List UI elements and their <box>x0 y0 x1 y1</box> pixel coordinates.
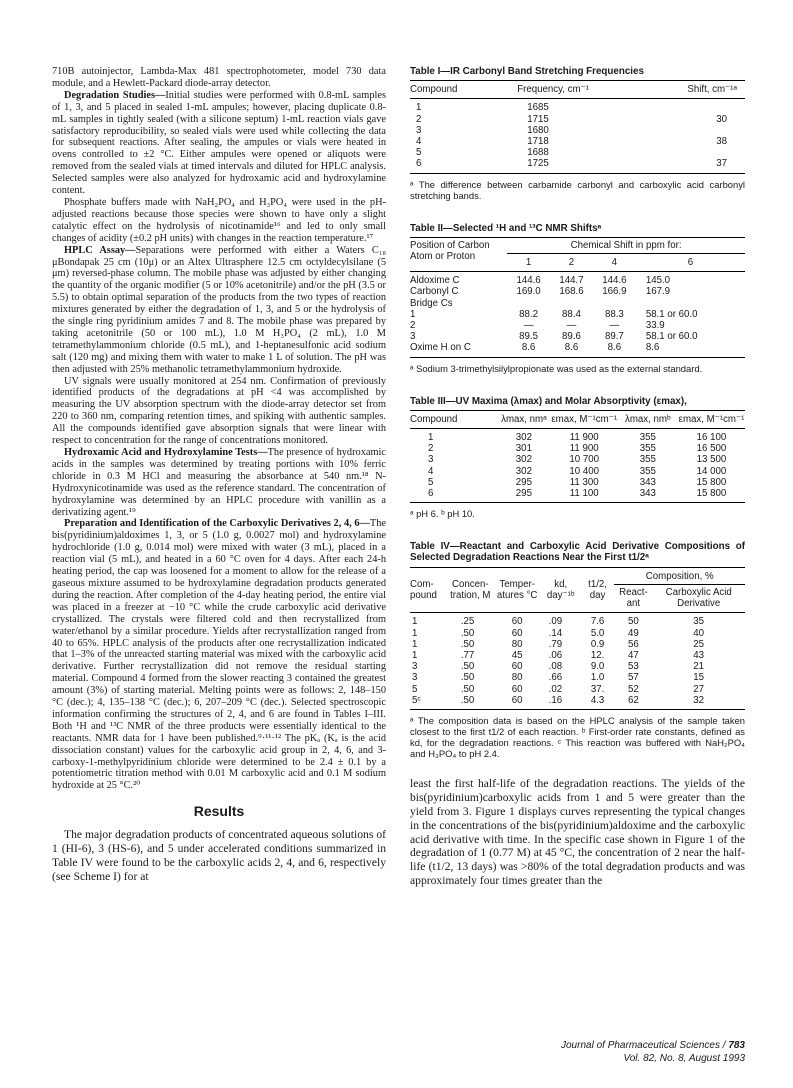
table-4-row-cell: .09 <box>548 616 563 628</box>
table-4-row-cell: 0.9 <box>590 638 605 650</box>
table-4-row-cell: 80 <box>511 638 523 650</box>
table-3-row-cell: 295 <box>497 488 551 503</box>
table-2-row-cell: 167.9 <box>645 286 671 298</box>
table-4-row-cell: 27 <box>693 683 705 695</box>
table-3-row-cell: 302 <box>515 432 532 444</box>
table-3-row-cell: 355 <box>639 454 656 466</box>
table-2-row-cell: 89.6 <box>562 331 581 343</box>
table-2-row-cell: 3 <box>410 331 416 343</box>
table-2-header-span: Chemical Shift in ppm for: <box>507 238 745 254</box>
table-3-row-cell: 16 100 <box>696 432 727 444</box>
paragraph-uv: UV signals were usually monitored at 254 nm. Confirmation of previously identified products of the degradations at pH <4 was accomplished by measuring the UV absorption spectrum with the diode-array detector set from 220 to 360 nm, comparing retention times, and spiking with authentic samples. All the compounds identified gave absorption signals that were linear with respect to concentration for the range of concentrations monitored. <box>52 375 386 447</box>
table-4-row-cell: .08 <box>548 661 563 673</box>
table-4-body <box>410 613 745 710</box>
table-1-row-cell: 1 <box>416 102 422 114</box>
table-2-row-cell: 145.0 <box>645 275 671 287</box>
table-1-row-cell: 6 <box>410 158 517 173</box>
table-4-row-cell: .16 <box>541 695 581 710</box>
table-1-row-cell: 1685 <box>527 102 549 114</box>
table-3-row-cell: 11 100 <box>551 488 618 503</box>
table-4-row <box>410 684 745 695</box>
table-2-row-cell <box>636 298 745 309</box>
table-3-row-cell: 302 <box>515 454 532 466</box>
table-2-row-cell: Aldoxime C <box>410 275 460 287</box>
table-2-row-cell: 88.2 <box>519 308 539 320</box>
table-1-grid <box>410 81 745 173</box>
table-4-row-cell: 1 <box>412 616 418 628</box>
paragraph-results: The major degradation products of concentrated aqueous solutions of 1 (HI-6), 3 (HS-6), and 5 under accelerated conditions summarized in Table IV were found to be the carboxylic acids 2, 4, and 6, respectively (see Scheme I) for at <box>52 828 386 883</box>
table-3-row-cell: 2 <box>428 443 434 455</box>
table-4-row-cell: 32 <box>652 695 745 710</box>
table-1-row-cell: 30 <box>716 113 727 125</box>
table-3-header: εmax, M⁻¹cm⁻¹ <box>551 411 618 429</box>
degradation-text: Initial studies were performed with 0.8-mL samples of 1, 3, and 5 placed in sealed 1-mL ampules; however, placing duplicate 0.8-mL samples in tightly sealed (with a silicone septum) 1-mL reaction vials gave satisfactory reproducibility, so sealed vials were used while collecting the data for subsequent reactions. After sealing, the ampules or vials were heated in ovens controlled to ±2 °C. Either ampules were opened or aliquots were removed from the sealed vials at timed intervals and diluted for HPLC analysis. Selected samples were also analyzed for hydroxamic acid and hydroxylamine content. <box>52 89 386 197</box>
journal-volume: Vol. 82, No. 8, August 1993 <box>623 1052 745 1064</box>
table-3-row-cell: 11 300 <box>569 476 599 488</box>
table-2-row-cell: 58.1 or 60.0 <box>645 308 698 320</box>
table-1-row-cell: 2 <box>416 113 422 125</box>
table-3-title: Table III—UV Maxima (λmax) and Molar Absorptivity (εmax), <box>410 396 745 411</box>
table-4-row-cell: 45 <box>511 649 523 661</box>
table-4-row-cell: 25 <box>693 638 705 650</box>
table-1-row <box>410 114 745 125</box>
table-2-row <box>410 298 745 309</box>
paragraph-preparation <box>52 518 386 792</box>
table-4-row-cell: .50 <box>460 672 475 684</box>
table-2-row-cell: 169.0 <box>516 286 541 298</box>
table-2-row-cell <box>593 298 636 309</box>
table-4-row-cell: 21 <box>693 661 705 673</box>
table-4-row-cell: .14 <box>548 627 563 639</box>
table-4-row-cell: .50 <box>460 683 475 695</box>
table-1-row-cell <box>665 147 745 158</box>
table-2-header: 4 <box>593 254 636 272</box>
table-3-row-cell: 13 500 <box>696 454 727 466</box>
table-4-header-carboxylic: Carboxylic Acid Derivative <box>652 584 745 612</box>
table-4-header-reactant: React-ant <box>614 584 652 612</box>
table-4-row-cell: 1 <box>412 627 418 639</box>
table-4-row-cell: 3 <box>412 672 418 684</box>
table-4-row-cell: .50 <box>460 627 475 639</box>
table-2-row-cell: 8.6 <box>593 342 636 357</box>
table-3-header-compound: Compound <box>410 411 497 429</box>
table-4-row-cell: .25 <box>460 616 475 628</box>
table-2-grid <box>410 238 745 358</box>
table-4-row <box>410 613 745 628</box>
table-4-row-cell: .50 <box>460 638 475 650</box>
table-4-row-cell: 60 <box>511 627 523 639</box>
table-4-row-cell: 60 <box>511 683 523 695</box>
table-4-header-concentration: Concen-tration, M <box>447 568 494 613</box>
table-1-header: Frequency, cm⁻¹ <box>517 81 664 99</box>
table-4-title: Table IV—Reactant and Carboxylic Acid Derivative Compositions of Selected Degradation Reactions Near the First t1/2ᵃ <box>410 541 745 567</box>
table-2-row-cell: 58.1 or 60.0 <box>645 331 698 343</box>
table-3-row-cell: 16 500 <box>696 443 727 455</box>
table-2-row <box>410 286 745 297</box>
paragraph-hplc <box>52 245 386 376</box>
table-4-row-cell: 40 <box>693 627 705 639</box>
table-3-row-cell: 4 <box>428 465 434 477</box>
table-1-row-cell: 1688 <box>527 147 549 159</box>
table-2-row <box>410 309 745 320</box>
page-number: 783 <box>728 1040 745 1051</box>
table-1-row <box>410 158 745 173</box>
table-3-row-cell: 15 800 <box>678 488 745 503</box>
results-heading: Results <box>193 803 245 820</box>
table-4-row-cell: .50 <box>447 695 494 710</box>
table-1-row-cell: 1680 <box>527 124 549 136</box>
table-1-header: Compound <box>410 81 517 99</box>
table-1-row <box>410 147 745 158</box>
table-4-row <box>410 650 745 661</box>
table-1-header: Shift, cm⁻¹ᵃ <box>665 81 745 99</box>
table-2-header-position: Position of Carbon Atom or Proton <box>410 238 507 272</box>
table-4-row-cell: 1 <box>412 638 418 650</box>
table-4-header-t12: t1/2, day <box>581 568 615 613</box>
table-3-row-cell: 15 800 <box>696 476 727 488</box>
left-column <box>52 66 386 884</box>
paragraph-degradation <box>52 90 386 197</box>
table-3-row-cell: 11 900 <box>569 443 599 455</box>
table-4-row-cell: 60 <box>511 616 523 628</box>
table-3-row-cell: 301 <box>515 443 532 455</box>
heading-degradation: Degradation Studies— <box>64 89 166 101</box>
table-2-row <box>410 320 745 331</box>
table-1-row-cell: 1718 <box>527 136 549 148</box>
table-2-row <box>410 342 745 357</box>
table-4-header-composition: Composition, % <box>614 568 745 585</box>
table-1-row-cell: 5 <box>416 147 422 159</box>
right-column <box>410 66 745 888</box>
table-2-header: 2 <box>550 254 593 272</box>
table-2-row-cell: 8.6 <box>636 342 745 357</box>
table-2-row-cell: 166.9 <box>602 286 627 298</box>
table-4-header-kd: kd, day⁻¹ᵇ <box>541 568 581 613</box>
table-4-header-compound: Com-pound <box>410 568 447 613</box>
table-4-row-cell: 5.0 <box>590 627 605 639</box>
table-3-row-cell: 10 400 <box>569 465 599 477</box>
heading-preparation: Preparation and Identification of the Carboxylic Derivatives 2, 4, 6— <box>64 518 370 530</box>
table-2-row-cell: 33.9 <box>645 320 665 332</box>
table-3-footnote: ᵃ pH 6. ᵇ pH 10. <box>410 508 475 520</box>
table-3-row-cell: 1 <box>428 432 434 444</box>
table-1-body <box>410 99 745 173</box>
table-4 <box>410 541 745 759</box>
table-3-row-cell: 5 <box>428 476 434 488</box>
table-2-row-cell: — <box>609 320 620 332</box>
table-1-row-cell: 1725 <box>517 158 664 173</box>
table-3-row <box>410 429 745 444</box>
table-1-footnote: ᵃ The difference between carbamide carbonyl and carboxylic acid carbonyl stretching bands. <box>410 178 745 201</box>
table-1-row <box>410 125 745 136</box>
table-4-row-cell: 3 <box>412 661 418 673</box>
table-3-header: λmax, nmᵇ <box>618 411 678 429</box>
table-2-row-cell: 144.7 <box>559 275 584 287</box>
table-4-row-cell: 9.0 <box>590 661 605 673</box>
table-4-row-cell: 4.3 <box>581 695 615 710</box>
table-2-row <box>410 331 745 342</box>
table-3-row <box>410 443 745 454</box>
table-3-row-cell: 343 <box>618 488 678 503</box>
table-3-header: λmax, nmᵃ <box>497 411 551 429</box>
table-4-row-cell: 37. <box>590 683 605 695</box>
hplc-text: Separations were performed with either a Waters C₁₈ μBondapak 25 cm (10μ) or an Altex Ultrasphere 12.5 cm octyldecylsilane (5 μm) reversed-phase column. The mobile phase was adjusted by either changing the quantity of the organic modifier (5 or 10% acetonitrile) and/or the pH (3.5 or 5.5) to obtain optimal separation of the products from the two types of reaction mixtures generated by either the degradation of 1, 3, and 5 or the hydrolysis of the single ring pyridinium amides 7 and 8. The mobile phase was prepared by taking acetonitrile (50 or 100 mL), 1.0 M H₃PO₄ (2 mL), 1.0 M tetramethylammonium chloride (0.5 mL), and 1-heptanesulfonic acid sodium salt (120 mg) and mixing them with water to make 1 L of solution. The pH was then adjusted with 25% methanolic tetramethylammonium hydroxide. <box>52 244 386 375</box>
table-1-row <box>410 99 745 114</box>
table-4-row-cell: .06 <box>548 649 563 661</box>
paragraph-hydroxamic <box>52 447 386 518</box>
table-2-row-cell: 88.4 <box>562 308 581 320</box>
table-1 <box>410 66 745 201</box>
table-2-title: Table II—Selected ¹H and ¹³C NMR Shiftsᵃ <box>410 223 745 238</box>
footer-journal-line <box>561 1040 745 1053</box>
table-3-row-cell: 343 <box>639 476 656 488</box>
journal-name: Journal of Pharmaceutical Sciences / <box>561 1040 729 1051</box>
table-4-row-cell: 80 <box>511 672 523 684</box>
table-3-row-cell: 355 <box>639 443 656 455</box>
table-3-row-cell: 355 <box>639 465 656 477</box>
heading-hplc: HPLC Assay— <box>64 244 136 256</box>
table-2-row-cell <box>550 298 593 309</box>
table-1-row-cell <box>665 99 745 114</box>
table-4-row-cell: 1 <box>412 649 418 661</box>
table-4-row-cell: 7.6 <box>590 616 605 628</box>
table-2-row-cell: 168.6 <box>559 286 584 298</box>
table-4-row <box>410 695 745 710</box>
table-1-title: Table I—IR Carbonyl Band Stretching Frequencies <box>410 66 745 81</box>
table-1-row-cell: 38 <box>716 136 727 148</box>
table-3-row-cell: 11 900 <box>569 432 599 444</box>
table-2-row-cell: 88.3 <box>604 308 624 320</box>
table-4-row-cell: 56 <box>627 638 639 650</box>
table-2-row-cell: 2 <box>410 320 416 332</box>
table-4-row-cell: 49 <box>627 627 639 639</box>
paragraph-intro: 710B autoinjector, Lambda-Max 481 spectrophotometer, model 730 data module, and a Hewlett-Packard diode-array detector. <box>52 66 386 89</box>
table-2-row-cell <box>507 298 550 309</box>
table-1-row-cell: 3 <box>416 124 422 136</box>
table-4-row-cell: 35 <box>693 616 705 628</box>
table-3-row-cell: 295 <box>515 476 532 488</box>
table-3-grid <box>410 411 745 503</box>
table-3-body <box>410 429 745 503</box>
table-4-row <box>410 661 745 672</box>
table-1-row-cell: 1715 <box>527 113 549 125</box>
table-3-row <box>410 454 745 465</box>
table-2-row-cell: 144.6 <box>516 275 541 287</box>
table-1-row-cell: 4 <box>416 136 422 148</box>
table-3-header: εmax, M⁻¹cm⁻¹ <box>678 411 745 429</box>
paragraph-results-continued: least the first half-life of the degradation reactions. The yields of the bis(pyridinium)carboxylic acids from 1 and 5 were greater than the yield from 3. Figure 1 displays curves representing the typical changes in the concentrations of the bis(pyridinium)aldoxime and the carboxylic acid derivative with time. In the specific case shown in Figure 1 of the degradation of 1 (0.77 M) at 45 °C, the concentration of 2 near the half-life (t1/2, 13 days) was >80% of the total degradation products and was approximately four times greater than the <box>410 776 745 888</box>
table-2-row-cell: Bridge Cs <box>410 297 453 309</box>
table-4-row-cell: 50 <box>627 616 639 628</box>
table-4-row <box>410 672 745 683</box>
table-2-row <box>410 272 745 287</box>
table-1-row-cell <box>665 125 745 136</box>
table-2-row-cell: 89.7 <box>604 331 624 343</box>
table-3-row-cell: 302 <box>515 465 532 477</box>
table-4-row-cell: 5 <box>412 683 418 695</box>
table-3-row <box>410 466 745 477</box>
table-4-row <box>410 639 745 650</box>
table-2-row-cell: 89.5 <box>519 331 539 343</box>
table-2-row-cell: 8.6 <box>507 342 550 357</box>
table-2-footnote: ᵃ Sodium 3-trimethylsilylpropionate was used as the external standard. <box>410 362 703 374</box>
table-4-row-cell: 5ᶜ <box>410 695 447 710</box>
table-4-row-cell: 53 <box>627 661 639 673</box>
table-4-row <box>410 628 745 639</box>
table-4-row-cell: 12. <box>590 649 605 661</box>
table-1-row-cell: 37 <box>665 158 745 173</box>
table-3-row <box>410 488 745 503</box>
heading-hydroxamic: Hydroxamic Acid and Hydroxylamine Tests— <box>64 447 268 458</box>
table-2-row-cell: 1 <box>410 308 416 320</box>
table-2-row-cell: 144.6 <box>602 275 627 287</box>
table-4-header-temperature: Temper-atures °C <box>494 568 541 613</box>
table-4-row-cell: .50 <box>460 661 475 673</box>
hydroxamic-text: The presence of hydroxamic acids in the samples was determined by treating portions with 10% ferric chloride in 0.3 M HCl and measuring the absorbance at 540 nm.¹⁸ N-Hydroxynicotinamide was used as the reference standard. The concentration of hydroxylamine was determined by an HPLC procedure with vanillin as a derivatizing agent.¹⁹ <box>52 447 386 518</box>
table-2 <box>410 223 745 374</box>
table-3-row-cell: 6 <box>410 488 497 503</box>
table-2-row-cell: — <box>566 320 577 332</box>
table-4-row-cell: .66 <box>548 672 563 684</box>
table-2-row-cell: — <box>523 320 534 332</box>
table-2-row-cell: Carbonyl C <box>410 286 459 298</box>
table-4-row-cell: 15 <box>693 672 705 684</box>
table-3-row-cell: 14 000 <box>696 465 727 477</box>
page-footer <box>561 1040 745 1065</box>
table-1-row <box>410 136 745 147</box>
table-4-row-cell: 52 <box>627 683 639 695</box>
preparation-text: The bis(pyridinium)aldoximes 1, 3, or 5 (1.0 g, 0.0027 mol) and hydroxylamine hydrochloride (1.0 g, 0.014 mol) were mixed with water (3 mL), placed in a reaction vial (5 mL), and heated in a 60 °C oven for 4 days. After each 24-h heating period, the cap was loosened for a moment to allow for the release of a gaseous mixture assumed to be hydroxylamine degradation products generated during the reaction. After completion of the 4-day heating period, the entire vial was placed in a freezer at −10 °C while the crude carboxylic acid derivative crystallized. The crystals were filtered cold and then recrystallized from water/ethanol by a similar procedure. Yields after recrystallization ranged from 40 to 65%. HPLC analysis of the products after one recrystallization indicated that 1–3% of the unreacted starting material was mixed with the carboxylic acid derivative. Further recrystallization did not remove the residual starting material. Compound 4 formed from the slower reacting 3 contained the greatest amount (3%) of starting material. Melting points were as follows: 2, 148–150 °C (dec.); 4, 135–138 °C (dec.); 6, 207–209 °C (dec.). Selected spectroscopic information confirming the structures of 2, 4, and 6 are found in Tables I–III. Both ¹H and ¹³C NMR of the three products were essentially identical to the reactants. NMR data for 1 have been published.⁹·¹¹·¹² The pKₐ (Kₐ is the acid dissociation constant) values for the carboxylic acid group in 2, 4, 6, and 3-carboxy-1-methylpyridinium chloride were determined to be 2.4 ± 0.1 by a potentiometric titration method with 0.01 M carboxylic acid and 0.1 M sodium hydroxide at 25 °C.²⁰ <box>52 518 386 792</box>
table-4-row-cell: 62 <box>614 695 652 710</box>
table-2-body <box>410 272 745 357</box>
table-2-header: 6 <box>636 254 745 272</box>
table-4-row-cell: .77 <box>460 649 475 661</box>
table-3-row <box>410 477 745 488</box>
table-3-row-cell: 3 <box>428 454 434 466</box>
table-4-row-cell: 60 <box>494 695 541 710</box>
table-2-header: 1 <box>507 254 550 272</box>
table-2-row-cell: Oxime H on C <box>410 342 507 357</box>
table-4-row-cell: 57 <box>627 672 639 684</box>
table-4-footnote: ᵃ The composition data is based on the HPLC analysis of the sample taken closest to the first t1/2 of each reaction. ᵇ First-order rate constants, defined as kd, for the degradation reactions. ᶜ This reaction was buffered with NaH₂PO₄ and H₃PO₄ to pH 2.4. <box>410 714 745 759</box>
paragraph-phosphate: Phosphate buffers made with NaH₂PO₄ and H₃PO₄ were used in the pH-adjusted reactions because those species were shown to have only a slight catalytic effect on the hydrolysis of nicotinamide¹⁶ and led to only small changes of acidity (±0.2 pH units) with changes in the reaction temperature.¹⁷ <box>52 196 386 244</box>
table-4-row-cell: .02 <box>548 683 563 695</box>
table-2-row-cell: 8.6 <box>550 342 593 357</box>
table-3-row-cell: 355 <box>639 432 656 444</box>
table-3 <box>410 396 745 520</box>
table-4-row-cell: 43 <box>693 649 705 661</box>
table-4-row-cell: 1.0 <box>590 672 605 684</box>
table-4-row-cell: .79 <box>548 638 563 650</box>
table-4-grid <box>410 568 745 710</box>
table-4-row-cell: 47 <box>627 649 639 661</box>
table-4-row-cell: 60 <box>511 661 523 673</box>
table-3-row-cell: 10 700 <box>569 454 599 466</box>
